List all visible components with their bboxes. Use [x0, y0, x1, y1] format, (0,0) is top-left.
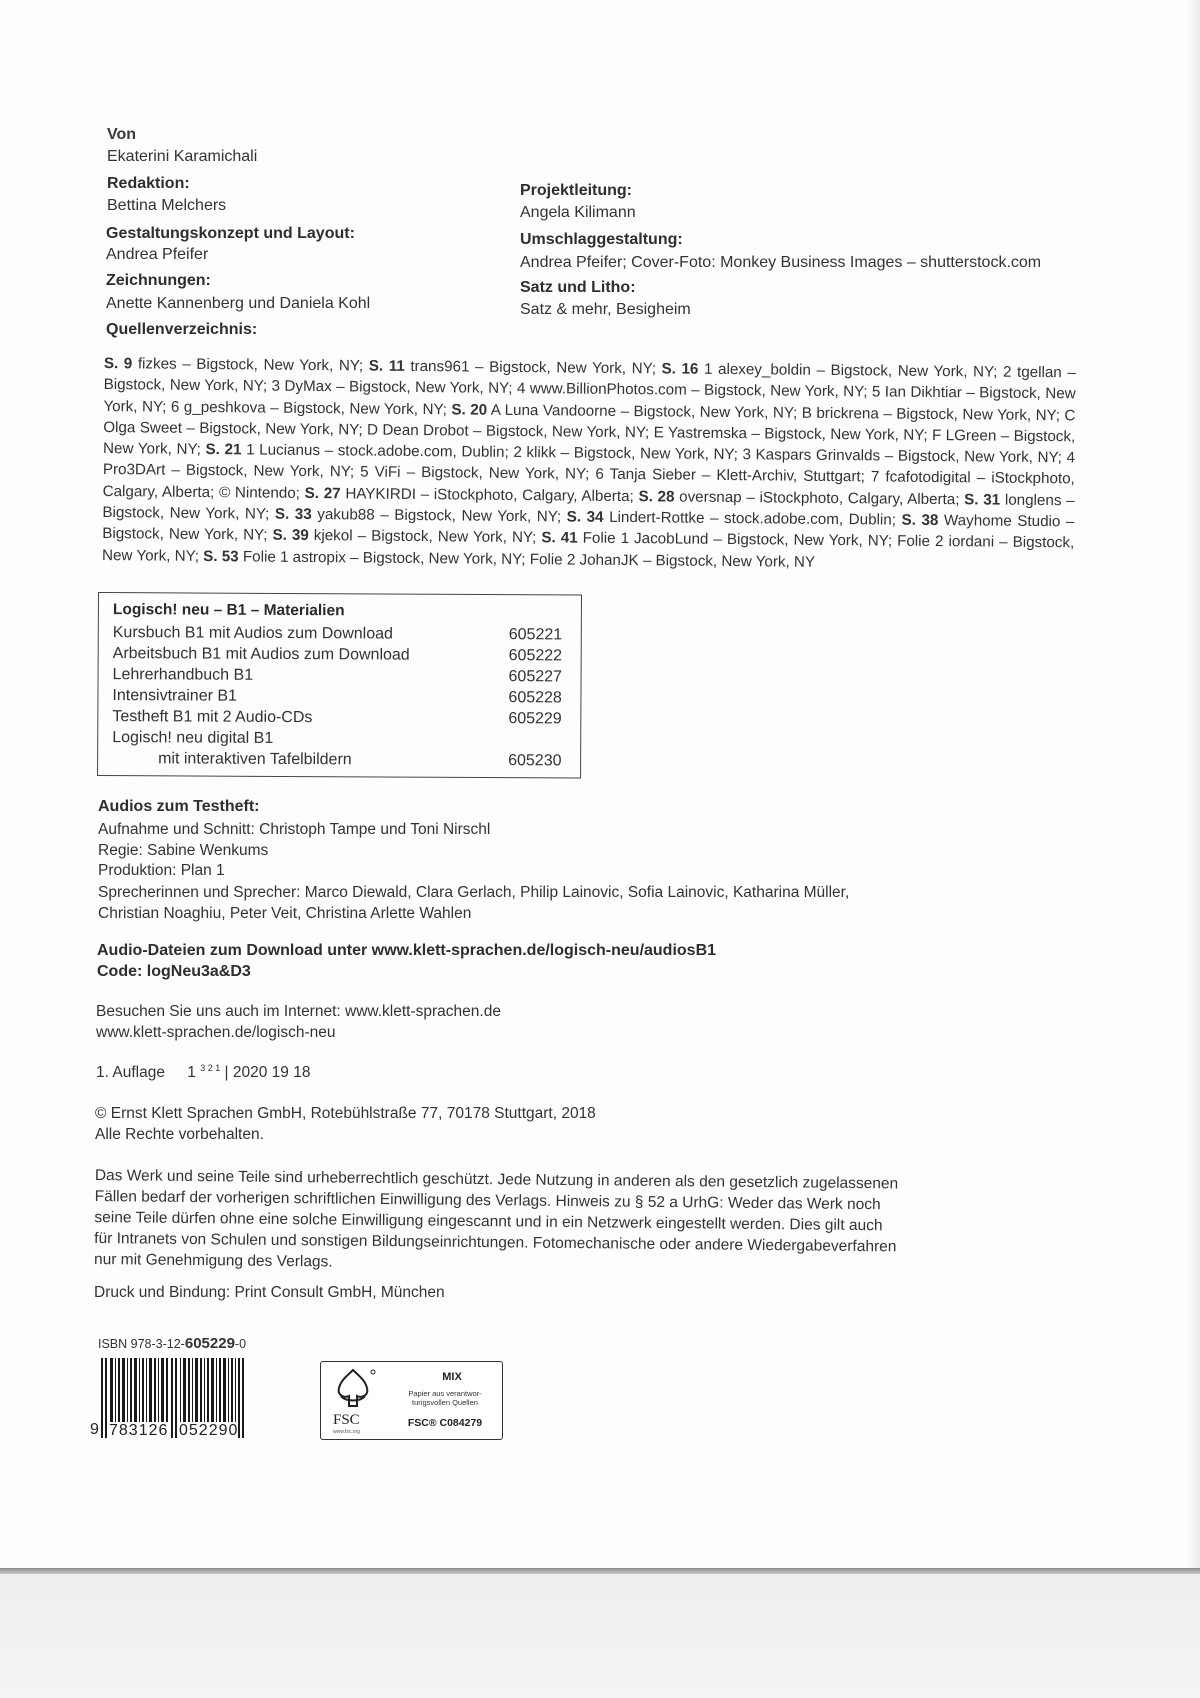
quellen-label: Quellenverzeichnis:: [106, 321, 258, 338]
isbn-label: ISBN 978-3-12-605229-0: [98, 1335, 247, 1352]
von-value: Ekaterini Karamichali: [107, 148, 258, 165]
audio-speakers: Sprecherinnen und Sprecher: Marco Diewald, Clara Gerlach, Philip Lainovic, Sofia Lainovic, Katharina Müller,: [98, 884, 850, 901]
satz-value: Satz & mehr, Besigheim: [520, 301, 691, 318]
scan-edge: [1186, 0, 1200, 1570]
source-entry: S. 20 A Luna Vandoorne – Bigstock, New York, NY; B brickrena – Bigstock, New York, NY; C Olga Sweet – Bigstock, New York, NY; D Dean Drobot – Bigstock, New York, NY; E Yastremska – Bigstock, New York, NY; F LGreen – Bigstock, New York, NY;: [102, 400, 1076, 459]
source-entry: S. 11 trans961 – Bigstock, New York, NY;: [368, 357, 662, 378]
fsc-code: FSC® C084279: [407, 1417, 483, 1429]
umschlag-label: Umschlaggestaltung:: [520, 231, 683, 248]
materials-row: Kursbuch B1 mit Audios zum Download 605221: [112, 624, 563, 644]
fsc-paper: Papier aus verantwor- tungsvollen Quellen: [408, 1389, 482, 1407]
source-entry: S. 16 1 alexey_boldin – Bigstock, New York, NY; 2 tgellan – Bigstock, New York, NY; 3 DyMax – Bigstock, New York, NY; 4 www.BillionPhotos.com – Bigstock, New York, NY; 5 Ian Dikhtiar – Bigstock, New York, NY; 6 g_peshkova – Bigstock, New York, NY;: [103, 360, 1076, 418]
zeichnungen-label: Zeichnungen:: [106, 272, 211, 289]
source-entry: S. 53 Folie 1 astropix – Bigstock, New York, NY; Folie 2 JohanJK – Bigstock, New York, NY: [203, 547, 816, 571]
satz-label: Satz und Litho:: [520, 279, 636, 296]
materials-box: [97, 592, 582, 779]
redaktion-label: Redaktion:: [107, 175, 190, 192]
fsc-label: [320, 1361, 503, 1440]
source-entry: S. 38 Wayhome Studio – Bigstock, New York, NY;: [102, 511, 1075, 545]
umschlag-value: Andrea Pfeifer; Cover-Foto: Monkey Business Images – shutterstock.com: [520, 254, 1042, 271]
redaktion-value: Bettina Melchers: [107, 197, 227, 214]
audio-recording: Aufnahme und Schnitt: Christoph Tampe und Toni Nirschl: [98, 821, 491, 838]
picture-credits: [102, 353, 1076, 575]
download-line: Audio-Dateien zum Download unter www.klett-sprachen.de/logisch-neu/audiosB1: [97, 942, 717, 959]
download-code: Code: logNeu3a&D3: [97, 963, 251, 980]
source-entry: S. 41 Folie 1 JacobLund – Bigstock, New York, NY; Folie 2 iordani – Bigstock, New York, NY;: [101, 529, 1075, 565]
fsc-website: www.fsc.org: [333, 1429, 360, 1435]
materials-row: Lehrerhandbuch B1 605227: [112, 666, 562, 686]
print-info: Druck und Bindung: Print Consult GmbH, München: [94, 1284, 445, 1301]
internet-line: Besuchen Sie uns auch im Internet: www.klett-sprachen.de: [96, 1003, 501, 1020]
zeichnungen-value: Anette Kannenberg und Daniela Kohl: [106, 295, 371, 312]
scan-bottom-shade: [0, 1574, 1200, 1698]
materials-title: Logisch! neu – B1 – Materialien: [112, 601, 345, 620]
materials-row: Logisch! neu digital B1: [112, 729, 274, 747]
source-entry: S. 33 yakub88 – Bigstock, New York, NY;: [274, 505, 567, 526]
edition-line: 1. Auflage 1 $^{3 2 1}$ | 2020 19 18: [96, 1063, 311, 1082]
rights-reserved: Alle Rechte vorbehalten.: [95, 1126, 264, 1143]
projekt-label: Projektleitung:: [520, 182, 633, 199]
audio-direction: Regie: Sabine Wenkums: [98, 842, 269, 859]
legal-notice: Das Werk und seine Teile sind urheberrechtlich geschützt. Jede Nutzung in anderen als den gesetzlich zugelassenen Fällen bedarf der vorherigen schriftlichen Einwilligung des Verlags. Hinweis zu § 52 a UrhG: Weder das Werk noch seine Teile dürfen ohne eine solche Einwilligung eingescannt und in ein Netzwerk eingestellt werden. Dies gilt auch für Intranets von Schulen und sonstigen Bildungseinrichtungen. Fotomechanische oder andere Wiedergabeverfahren nur mit Genehmigung des Verlags.: [93, 1166, 899, 1271]
gestaltung-value: Andrea Pfeifer: [106, 246, 209, 263]
gestaltung-label: Gestaltungskonzept und Layout:: [106, 225, 355, 242]
source-entry: S. 34 Lindert-Rottke – stock.adobe.com, Dublin;: [566, 508, 902, 529]
source-entry: S. 9 fizkes – Bigstock, New York, NY;: [103, 354, 369, 375]
source-entry: S. 28 oversnap – iStockphoto, Calgary, Alberta;: [638, 487, 965, 509]
materials-row: mit interaktiven Tafelbildern 605230: [158, 750, 562, 770]
copyright-line: © Ernst Klett Sprachen GmbH, Rotebühlstraße 77, 70178 Stuttgart, 2018: [95, 1105, 596, 1122]
audio-production: Produktion: Plan 1: [98, 862, 225, 879]
barcode-digits-right: 052290: [179, 1422, 239, 1439]
audio-heading: Audios zum Testheft:: [98, 798, 260, 815]
source-entry: S. 31 longlens – Bigstock, New York, NY;: [102, 491, 1075, 523]
barcode-digit-first: 9: [90, 1421, 99, 1438]
projekt-value: Angela Kilimann: [520, 204, 636, 221]
von-label: Von: [107, 126, 137, 143]
fsc-logo-text: FSC: [333, 1412, 360, 1428]
source-entry: S. 21 1 Lucianus – stock.adobe.com, Dublin; 2 klikk – Bigstock, New York, NY; 3 Kaspars Grinvalds – Bigstock, New York, NY; 4 Pro3DArt – Bigstock, New York, NY; 5 ViFi – Bigstock, New York, NY; 6 Tanja Sieber – Klett-Archiv, Stuttgart; 7 fcafotodigital – iStockphoto, Calgary, Alberta; © Nintendo;: [102, 441, 1076, 502]
barcode: [90, 1356, 270, 1440]
source-entry: S. 39 kjekol – Bigstock, New York, NY;: [272, 527, 542, 547]
internet-url: www.klett-sprachen.de/logisch-neu: [96, 1024, 336, 1041]
fsc-mix: MIX: [442, 1371, 462, 1383]
source-entry: S. 27 HAYKIRDI – iStockphoto, Calgary, Alberta;: [304, 484, 639, 505]
audio-speakers-cont: Christian Noaghiu, Peter Veit, Christina Arlette Wahlen: [98, 905, 472, 922]
barcode-digits-left: 783126: [109, 1422, 169, 1439]
materials-row: Testheft B1 mit 2 Audio-CDs 605229: [112, 708, 562, 728]
materials-row: Intensivtrainer B1 605228: [112, 687, 562, 707]
fsc-tree-icon: [327, 1366, 379, 1416]
materials-row: Arbeitsbuch B1 mit Audios zum Download 605222: [112, 645, 563, 665]
